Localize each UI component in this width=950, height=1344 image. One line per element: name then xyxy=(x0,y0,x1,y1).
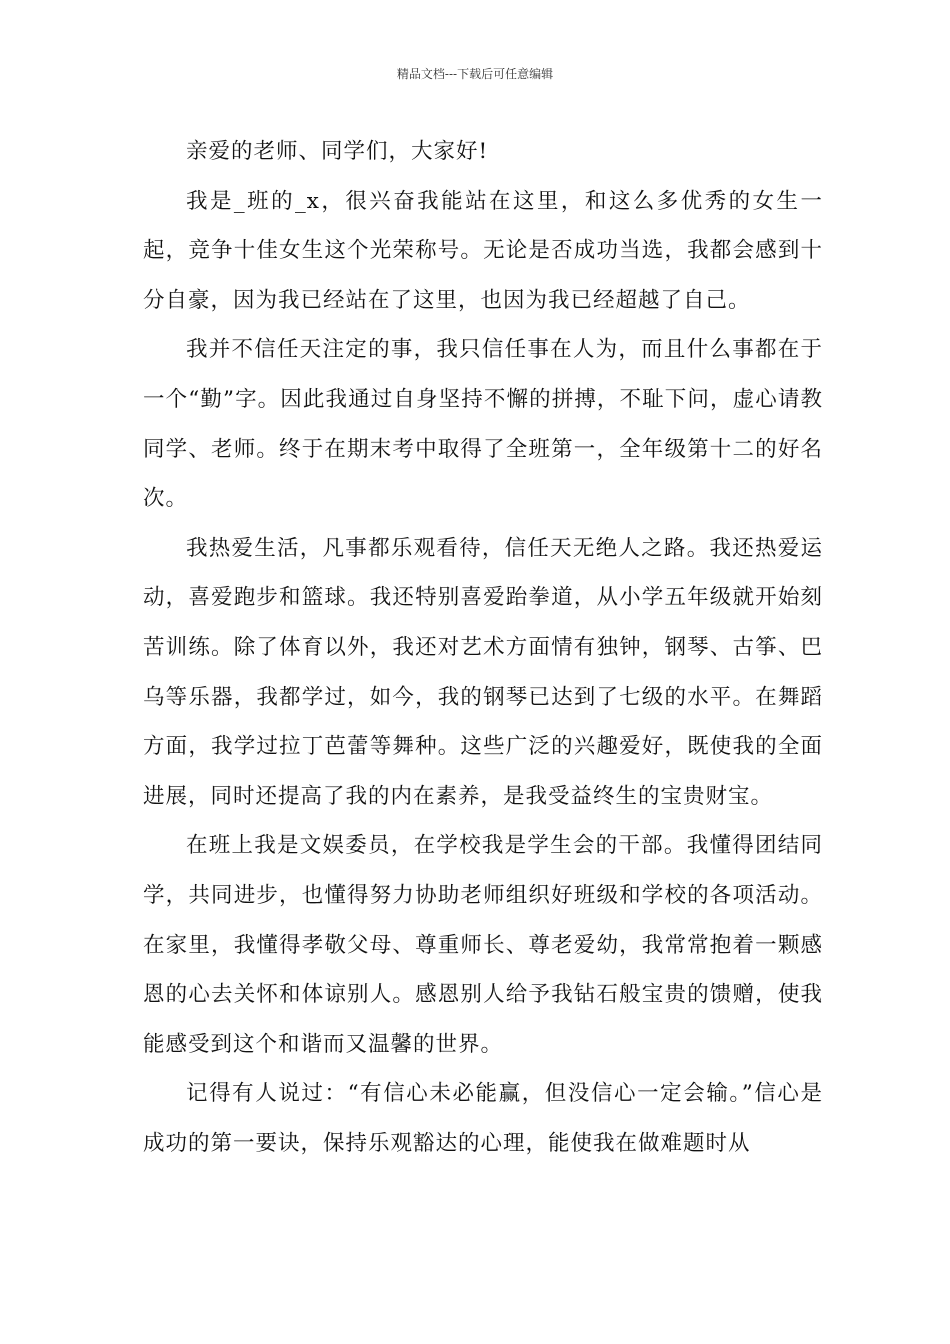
responsibility-paragraph: 在班上我是文娱委员，在学校我是学生会的干部。我懂得团结同学，共同进步，也懂得努力协助老师组织好班级和学校的各项活动。在家里，我懂得孝敬父母、尊重师长、尊老爱幼，我常常抱着一颗感恩的心去关怀和体谅别人。感恩别人给予我钻石般宝贵的馈赠，使我能感受到这个和谐而又温馨的世界。 xyxy=(143,833,823,1057)
hobbies-paragraph: 我热爱生活，凡事都乐观看待，信任天无绝人之路。我还热爱运动，喜爱跑步和篮球。我还特别喜爱跆拳道，从小学五年级就开始刻苦训练。除了体育以外，我还对艺术方面情有独钟，钢琴、古筝、巴乌等乐器，我都学过，如今，我的钢琴已达到了七级的水平。在舞蹈方面，我学过拉丁芭蕾等舞种。这些广泛的兴趣爱好，既使我的全面进展，同时还提高了我的内在素养，是我受益终生的宝贵财宝。 xyxy=(143,535,823,809)
diligence-paragraph: 我并不信任天注定的事，我只信任事在人为，而且什么事都在于一个“勤”字。因此我通过自身坚持不懈的拼搏，不耻下问，虚心请教同学、老师。终于在期末考中取得了全班第一，全年级第十二的好名次。 xyxy=(143,337,823,512)
document-body xyxy=(143,127,823,1168)
page-header: 精品文档---下载后可任意编辑 xyxy=(396,67,554,81)
greeting-paragraph: 亲爱的老师、同学们，大家好! xyxy=(186,139,489,164)
intro-paragraph: 我是_班的_x，很兴奋我能站在这里，和这么多优秀的女生一起，竞争十佳女生这个光荣称号。无论是否成功当选，我都会感到十分自豪，因为我已经站在了这里，也因为我已经超越了自己。 xyxy=(143,188,823,313)
confidence-paragraph: 记得有人说过：“有信心未必能赢，但没信心一定会输。”信心是成功的第一要诀，保持乐观豁达的心理，能使我在做难题时从 xyxy=(143,1081,823,1156)
